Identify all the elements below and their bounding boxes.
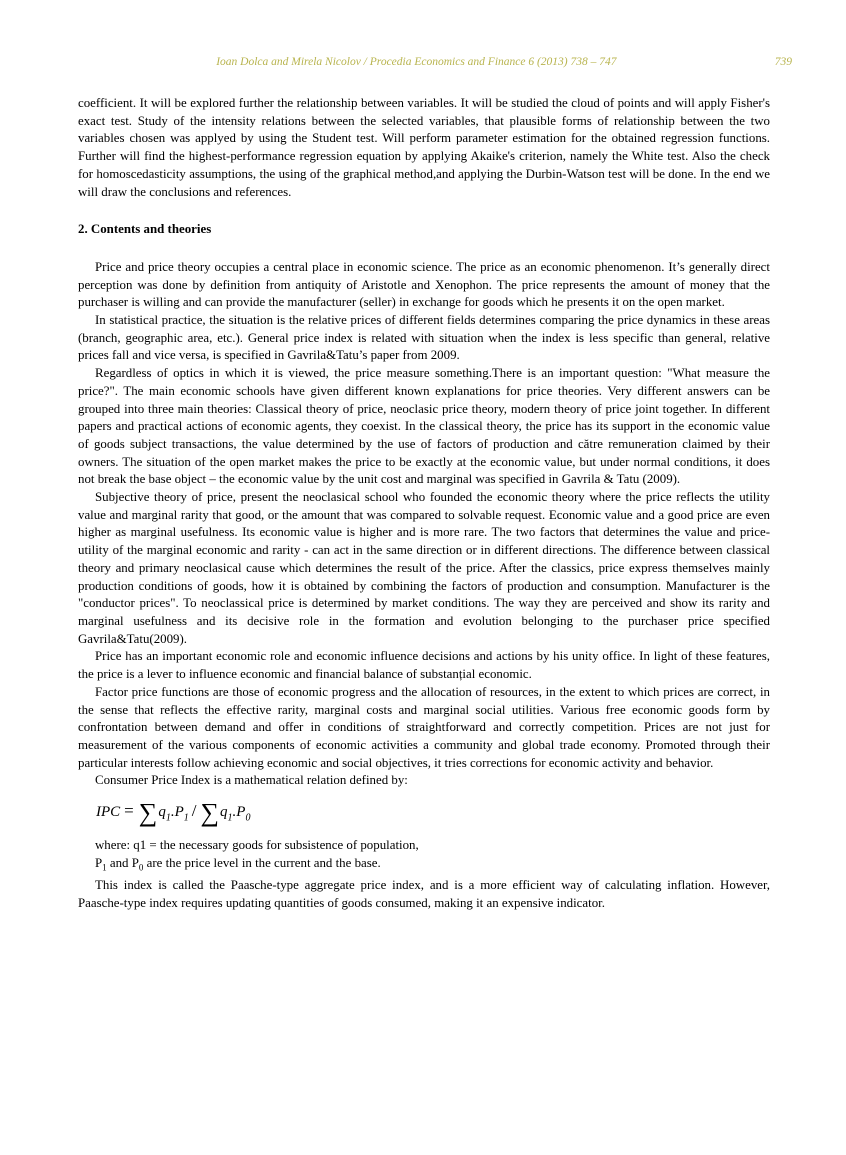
paragraph: Subjective theory of price, present the neoclasical school who founded the economic theory where the price reflects the utility value and marginal rarity that good, or the amount that was compared to solvable request. Economic value and a good price are even higher as marginal usefulness. Its economic value is higher and is more rare. The two factors that determines the value and price-utility of the marginal economic and rarity - can act in the same direction or in different directions. The difference between classical theory and primary neoclasical cause which determines the result of the price. After the classics, price express themselves mainly production conditions of goods, how it is obtained by combining the factors of production and consumption. Manufacturer is the "conductor prices". To neoclassical price is determined by market conditions. The way they are perceived and show its rarity and marginal usefulness and its decisive role in the formation and evolution belonging to the purchaser price specified Gavrila&Tatu(2009).: [78, 490, 770, 646]
formula-lead-in: Consumer Price Index is a mathematical relation defined by:: [95, 773, 408, 788]
paragraph: Price and price theory occupies a central place in economic science. The price as an economic phenomenon. It’s generally direct perception was done by definition from antiquity of Aristotle and Xenophon. The price represents the amount of money that the purchaser is willing and can provide the manufacturer (seller) in exchange for goods which he presents it on the open market.: [78, 259, 770, 310]
article-body: [78, 95, 770, 913]
closing-paragraph: This index is called the Paasche-type aggregate price index, and is a more efficient way of calculating inflation. However, Paasche-type index requires updating quantities of goods consumed, making it an expensive indicator.: [78, 878, 770, 910]
subscript-0: 0: [245, 812, 251, 824]
subscript-1: 1: [227, 812, 233, 824]
subscript-1: 1: [183, 812, 189, 824]
formula-dot-p: .P: [232, 804, 246, 821]
where-definition-line2: [78, 855, 770, 877]
paragraph: In statistical practice, the situation is the relative prices of different fields determines comparing the price dynamics in these areas (branch, geographic area, etc.). General price index is related with situation when the index is less specific than general, relative prices fall and vice versa, is specified in Gavrila&Tatu’s paper from 2009.: [78, 313, 770, 363]
page-header: [78, 56, 792, 68]
where-line2-text: are the price level in the current and the base.: [143, 855, 381, 870]
symbol-p: P: [131, 855, 139, 870]
division-slash: /: [191, 801, 197, 821]
formula-dot-p: .P: [170, 804, 184, 821]
formula-lhs: IPC: [96, 804, 121, 821]
where-definition-line1: where: q1 = the necessary goods for subsistence of population,: [95, 838, 419, 853]
subscript-0: 0: [138, 862, 144, 873]
formula-q: q: [158, 804, 166, 821]
subscript-1: 1: [102, 862, 107, 873]
symbol-p: P: [95, 855, 103, 870]
paragraph: Price has an important economic role and economic influence decisions and actions by his unity office. In light of these features, the price is a lever to influence economic and financial balance of substanțial economic.: [78, 649, 770, 682]
page-number: 739: [774, 56, 792, 68]
subscript-1: 1: [165, 812, 171, 824]
equals-sign: =: [124, 801, 134, 821]
paragraph: Regardless of optics in which it is viewed, the price measure something.There is an important question: "What measure the price?". The main economic schools have given different known explanations for price theories. Very different answers can be grouped into three main theories: Classical theory of price, neoclasic price theory, modern theory of price joint together. In different papers and practical actions of economic agents, they coexist. In the classical theory, the price has its support in the economic value of goods subject transactions, the value determined by the use of factors of production and către remuneration claimed by their owners. The situation of the open market makes the price to be exactly at the economic value, but under normal conditions, it does not break the base object – the economic value by the unit cost and marginal was specified in Gavrila & Tatu (2009).: [78, 366, 770, 487]
section-heading: 2. Contents and theories: [78, 222, 212, 237]
text-and: and: [106, 855, 132, 870]
paragraph: Factor price functions are those of economic progress and the allocation of resources, in the extent to which prices are correct, in the sense that reflects the effective rarity, marginal costs and marginal social utilities. Various free economic goods form by confrontation between demand and offer in conditions of straightforward and correctly competition. Prices are not just for measurement of the various components of economic activities a community and global trade economy. Promoted through their particular interests follow achieving economic and social objectives, it tries corrections for economic activity and behavior.: [78, 684, 770, 770]
sigma-symbol: ∑: [200, 798, 220, 828]
paragraph-continuation: coefficient. It will be explored further the relationship between variables. It will be studied the cloud of points and will apply Fisher's exact test. Study of the intensity relations between the selected variables, that plausible forms of relationship between the two variables chosen was applyed by using the Student test. Will perform parameter estimation for the obtained regression functions. Further will find the highest-performance regression equation by applying Akaike's criterion, namely the White test. Also the check for homoscedasticity assumptions, the using of the graphical method,and applying the Durbin-Watson test will be done. In the end we will draw the conclusions and references.: [78, 96, 770, 199]
ipc-formula: [96, 798, 770, 828]
running-head-citation: Ioan Dolca and Mirela Nicolov / Procedia Economics and Finance 6 (2013) 738 – 747: [216, 56, 617, 68]
formula-q: q: [220, 804, 228, 821]
sigma-symbol: ∑: [138, 798, 158, 828]
